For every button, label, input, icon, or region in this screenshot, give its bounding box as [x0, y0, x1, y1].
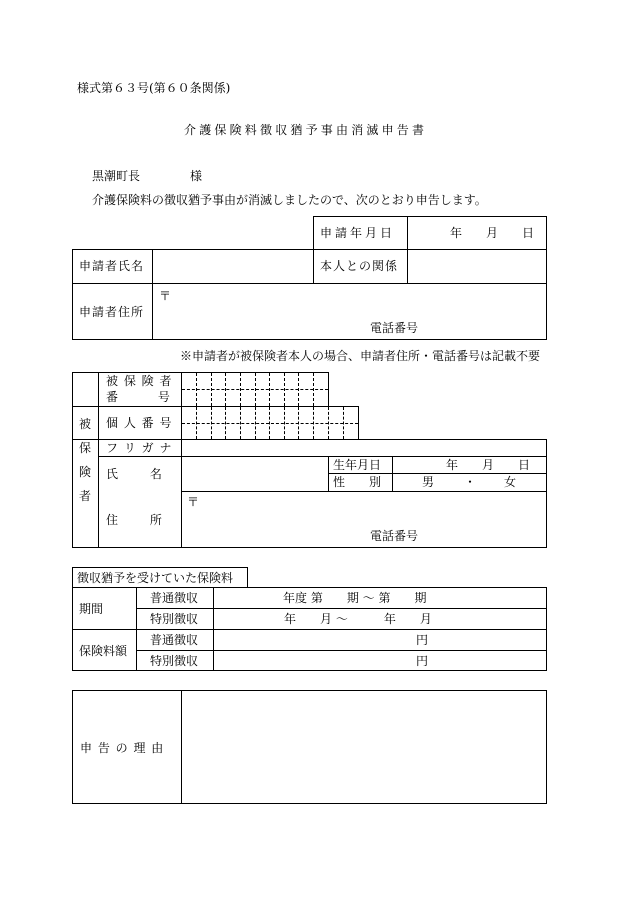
form-number: 様式第６３号(第６０条関係) — [77, 81, 231, 95]
insured-number-label-1: 被 保 険 者 — [106, 374, 173, 388]
sex-male-option[interactable]: 男 — [422, 475, 435, 489]
honorific: 様 — [190, 169, 203, 183]
period-label: 期間 — [79, 602, 104, 616]
insured-postal-mark: 〒 — [187, 495, 200, 509]
furigana-label: フ リ ガ ナ — [106, 441, 173, 455]
insured-number-field[interactable] — [182, 373, 328, 406]
amount-label: 保険料額 — [79, 644, 128, 658]
sex-female-option[interactable]: 女 — [504, 475, 517, 489]
sex-separator: ・ — [464, 475, 477, 489]
applicant-phone-label: 電話番号 — [370, 321, 419, 335]
sex-label: 性 別 — [333, 475, 382, 489]
applicant-name-field[interactable] — [155, 252, 310, 280]
application-date-field[interactable]: 年 月 日 — [450, 226, 535, 240]
addressee: 黒潮町長 — [92, 169, 141, 183]
insured-name-field[interactable] — [184, 459, 325, 489]
relation-label: 本人との関係 — [320, 259, 399, 273]
premium-section-title: 徴収猶予を受けていた保険料 — [77, 571, 234, 585]
period-special-label: 特別徴収 — [150, 612, 199, 626]
period-ordinary-label: 普通徴収 — [150, 591, 199, 605]
furigana-field[interactable] — [184, 441, 544, 454]
applicant-postal-mark: 〒 — [159, 289, 172, 303]
ordinary-amount-field[interactable] — [216, 631, 411, 648]
relation-field[interactable] — [410, 252, 544, 280]
insured-side-label: 被保険者 — [78, 417, 91, 503]
form-title: 介護保険料徴収猶予事由消滅申告書 — [184, 123, 428, 137]
insured-name-label: 氏 名 — [106, 467, 163, 481]
ordinary-period-field[interactable]: 年度 第 期 ～ 第 期 — [283, 591, 427, 605]
insured-address-label: 住 所 — [106, 513, 163, 527]
amount-special-label: 特別徴収 — [150, 654, 199, 668]
reason-label: 申 告 の 理 由 — [80, 741, 165, 755]
insured-address-field[interactable] — [202, 494, 542, 524]
special-yen-unit: 円 — [416, 654, 429, 668]
note-text: ※申請者が被保険者本人の場合、申請者住所・電話番号は記載不要 — [180, 349, 541, 363]
reason-field[interactable] — [184, 693, 544, 801]
application-date-label: 申請年月日 — [320, 226, 396, 240]
applicant-address-label: 申請者住所 — [79, 305, 145, 319]
amount-ordinary-label: 普通徴収 — [150, 633, 199, 647]
birth-date-field[interactable]: 年 月 日 — [446, 458, 531, 472]
birth-date-label: 生年月日 — [333, 458, 382, 472]
ordinary-yen-unit: 円 — [416, 633, 429, 647]
individual-number-field[interactable] — [182, 407, 358, 439]
insured-phone-label: 電話番号 — [370, 529, 419, 543]
special-amount-field[interactable] — [216, 652, 411, 669]
special-period-field[interactable]: 年 月 ～ 年 月 — [284, 612, 432, 626]
intro-text: 介護保険料の徴収猶予事由が消滅しましたので、次のとおり申告します。 — [92, 193, 487, 207]
applicant-name-label: 申請者氏名 — [79, 259, 145, 273]
insured-number-label-2: 番 号 — [106, 390, 170, 404]
individual-number-label: 個 人 番 号 — [106, 416, 173, 430]
applicant-address-field[interactable] — [175, 287, 540, 317]
